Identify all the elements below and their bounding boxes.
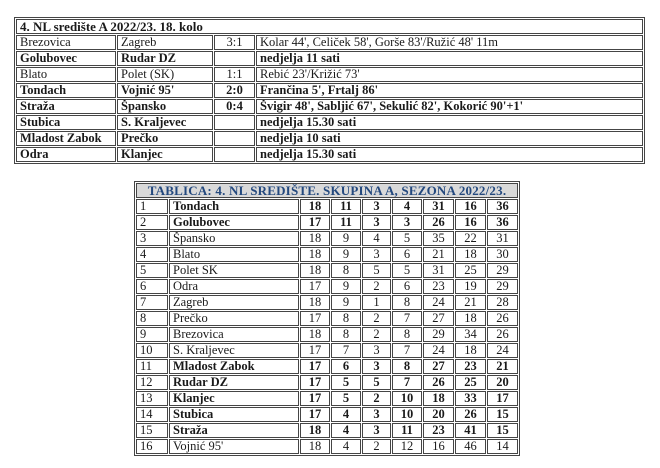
standings-row: [136, 215, 518, 230]
stat-cell: 18: [300, 423, 330, 438]
stat-cell: 18: [455, 247, 486, 262]
rank-cell: 5: [136, 263, 168, 278]
team-cell: Stubica: [169, 407, 299, 422]
stat-cell: 6: [392, 279, 422, 294]
stat-cell: 2: [362, 279, 391, 294]
team-cell: Brezovica: [169, 327, 299, 342]
away-team-cell: Klanjec: [117, 147, 213, 162]
stat-cell: 5: [331, 391, 361, 406]
rank-cell: 3: [136, 231, 168, 246]
stat-cell: 23: [455, 359, 486, 374]
stat-cell: 2: [362, 391, 391, 406]
team-cell: Zagreb: [169, 295, 299, 310]
team-cell: Vojnić 95': [169, 439, 299, 454]
fixtures-title-row: [16, 19, 643, 34]
rank-cell: 1: [136, 199, 168, 214]
stat-cell: 24: [487, 343, 518, 358]
team-cell: Prečko: [169, 311, 299, 326]
away-team-cell: Vojnić 95': [117, 83, 213, 98]
rank-cell: 6: [136, 279, 168, 294]
stat-cell: 25: [455, 263, 486, 278]
stat-cell: 20: [487, 375, 518, 390]
stat-cell: 35: [423, 231, 454, 246]
fixture-row: [16, 147, 643, 162]
stat-cell: 34: [455, 327, 486, 342]
standings-row: [136, 327, 518, 342]
stat-cell: 36: [487, 199, 518, 214]
stat-cell: 17: [300, 359, 330, 374]
stat-cell: 26: [423, 375, 454, 390]
stat-cell: 15: [487, 407, 518, 422]
score-cell: [214, 51, 255, 66]
score-cell: 1:1: [214, 67, 255, 82]
stat-cell: 26: [455, 407, 486, 422]
standings-row: [136, 247, 518, 262]
stat-cell: 17: [487, 391, 518, 406]
fixture-row: [16, 99, 643, 114]
stat-cell: 2: [362, 327, 391, 342]
rank-cell: 16: [136, 439, 168, 454]
stat-cell: 16: [423, 439, 454, 454]
standings-row: [136, 407, 518, 422]
stat-cell: 1: [362, 295, 391, 310]
stat-cell: 3: [362, 199, 391, 214]
stat-cell: 29: [487, 263, 518, 278]
standings-row: [136, 391, 518, 406]
stat-cell: 3: [362, 215, 391, 230]
stat-cell: 4: [392, 199, 422, 214]
stat-cell: 24: [423, 343, 454, 358]
stat-cell: 30: [487, 247, 518, 262]
team-cell: Odra: [169, 279, 299, 294]
team-cell: Golubovec: [169, 215, 299, 230]
away-team-cell: Zagreb: [117, 35, 213, 50]
stat-cell: 21: [423, 247, 454, 262]
stat-cell: 20: [423, 407, 454, 422]
stat-cell: 31: [487, 231, 518, 246]
stat-cell: 9: [331, 231, 361, 246]
score-cell: [214, 131, 255, 146]
rank-cell: 2: [136, 215, 168, 230]
stat-cell: 36: [487, 215, 518, 230]
standings-table: [134, 181, 520, 456]
stat-cell: 3: [362, 247, 391, 262]
home-team-cell: Golubovec: [16, 51, 116, 66]
match-info-cell: Frančina 5', Frtalj 86': [256, 83, 643, 98]
fixture-row: [16, 115, 643, 130]
fixtures-title: 4. NL središte A 2022/23. 18. kolo: [16, 19, 643, 34]
stat-cell: 9: [331, 295, 361, 310]
rank-cell: 11: [136, 359, 168, 374]
stat-cell: 25: [455, 375, 486, 390]
stat-cell: 5: [392, 263, 422, 278]
stat-cell: 27: [423, 311, 454, 326]
fixture-row: [16, 51, 643, 66]
stat-cell: 7: [392, 375, 422, 390]
stat-cell: 3: [362, 423, 391, 438]
match-info-cell: nedjelja 10 sati: [256, 131, 643, 146]
stat-cell: 15: [487, 423, 518, 438]
stat-cell: 29: [423, 327, 454, 342]
standings-row: [136, 359, 518, 374]
home-team-cell: Straža: [16, 99, 116, 114]
stat-cell: 17: [300, 407, 330, 422]
stat-cell: 8: [331, 263, 361, 278]
stat-cell: 31: [423, 263, 454, 278]
away-team-cell: Špansko: [117, 99, 213, 114]
standings-row: [136, 439, 518, 454]
stat-cell: 5: [392, 231, 422, 246]
team-cell: Polet SK: [169, 263, 299, 278]
stat-cell: 9: [331, 247, 361, 262]
stat-cell: 29: [487, 279, 518, 294]
stat-cell: 16: [455, 215, 486, 230]
stat-cell: 16: [455, 199, 486, 214]
away-team-cell: S. Kraljevec: [117, 115, 213, 130]
stat-cell: 5: [362, 263, 391, 278]
team-cell: Špansko: [169, 231, 299, 246]
stat-cell: 14: [487, 439, 518, 454]
match-info-cell: nedjelja 15.30 sati: [256, 147, 643, 162]
match-info-cell: Švigir 48', Sabljić 67', Sekulić 82', Kokorić 90'+1': [256, 99, 643, 114]
stat-cell: 24: [423, 295, 454, 310]
fixture-row: [16, 83, 643, 98]
home-team-cell: Blato: [16, 67, 116, 82]
rank-cell: 13: [136, 391, 168, 406]
stat-cell: 21: [487, 359, 518, 374]
stat-cell: 3: [362, 359, 391, 374]
fixture-row: [16, 67, 643, 82]
standings-title: TABLICA: 4. NL SREDIŠTE. SKUPINA A, SEZONA 2022/23.: [136, 183, 518, 198]
stat-cell: 4: [331, 407, 361, 422]
standings-row: [136, 231, 518, 246]
stat-cell: 17: [300, 311, 330, 326]
stat-cell: 26: [423, 215, 454, 230]
stat-cell: 17: [300, 375, 330, 390]
stat-cell: 2: [362, 439, 391, 454]
team-cell: Straža: [169, 423, 299, 438]
fixture-row: [16, 131, 643, 146]
stat-cell: 19: [455, 279, 486, 294]
stat-cell: 11: [331, 199, 361, 214]
standings-title-row: [136, 183, 518, 198]
rank-cell: 15: [136, 423, 168, 438]
score-cell: 3:1: [214, 35, 255, 50]
score-cell: [214, 147, 255, 162]
stat-cell: 18: [300, 327, 330, 342]
standings-table-body: [136, 183, 518, 454]
stat-cell: 33: [455, 391, 486, 406]
team-cell: Tondach: [169, 199, 299, 214]
stat-cell: 4: [331, 439, 361, 454]
stat-cell: 18: [300, 295, 330, 310]
stat-cell: 7: [331, 343, 361, 358]
standings-row: [136, 311, 518, 326]
stat-cell: 21: [455, 295, 486, 310]
stat-cell: 3: [362, 407, 391, 422]
stat-cell: 10: [392, 407, 422, 422]
stat-cell: 26: [487, 327, 518, 342]
stat-cell: 23: [423, 423, 454, 438]
home-team-cell: Stubica: [16, 115, 116, 130]
stat-cell: 18: [300, 231, 330, 246]
standings-row: [136, 423, 518, 438]
rank-cell: 7: [136, 295, 168, 310]
stat-cell: 11: [331, 215, 361, 230]
team-cell: Klanjec: [169, 391, 299, 406]
stat-cell: 4: [362, 231, 391, 246]
stat-cell: 3: [362, 343, 391, 358]
team-cell: Rudar DZ: [169, 375, 299, 390]
match-info-cell: Rebić 23'/Križić 73': [256, 67, 643, 82]
stat-cell: 5: [362, 375, 391, 390]
stat-cell: 18: [300, 263, 330, 278]
match-info-cell: Kolar 44', Celiček 58', Gorše 83'/Ružić 48' 11m: [256, 35, 643, 50]
stat-cell: 7: [392, 311, 422, 326]
score-cell: 0:4: [214, 99, 255, 114]
score-cell: [214, 115, 255, 130]
stat-cell: 27: [423, 359, 454, 374]
rank-cell: 4: [136, 247, 168, 262]
stat-cell: 10: [392, 391, 422, 406]
stat-cell: 18: [300, 199, 330, 214]
stat-cell: 11: [392, 423, 422, 438]
stat-cell: 6: [331, 359, 361, 374]
team-cell: Blato: [169, 247, 299, 262]
score-cell: 2:0: [214, 83, 255, 98]
standings-row: [136, 199, 518, 214]
stat-cell: 8: [392, 295, 422, 310]
stat-cell: 8: [331, 311, 361, 326]
stat-cell: 18: [300, 439, 330, 454]
stat-cell: 2: [362, 311, 391, 326]
fixture-row: [16, 35, 643, 50]
stat-cell: 18: [455, 343, 486, 358]
stat-cell: 17: [300, 391, 330, 406]
stat-cell: 41: [455, 423, 486, 438]
team-cell: S. Kraljevec: [169, 343, 299, 358]
stat-cell: 6: [392, 247, 422, 262]
stat-cell: 7: [392, 343, 422, 358]
rank-cell: 14: [136, 407, 168, 422]
standings-row: [136, 295, 518, 310]
stat-cell: 3: [392, 215, 422, 230]
fixtures-table-body: [16, 19, 643, 162]
stat-cell: 8: [392, 359, 422, 374]
fixtures-table: [14, 17, 645, 164]
away-team-cell: Rudar DZ: [117, 51, 213, 66]
rank-cell: 10: [136, 343, 168, 358]
rank-cell: 8: [136, 311, 168, 326]
home-team-cell: Mladost Zabok: [16, 131, 116, 146]
stat-cell: 4: [331, 423, 361, 438]
stat-cell: 17: [300, 343, 330, 358]
stat-cell: 26: [487, 311, 518, 326]
away-team-cell: Polet (SK): [117, 67, 213, 82]
away-team-cell: Prečko: [117, 131, 213, 146]
home-team-cell: Tondach: [16, 83, 116, 98]
stat-cell: 46: [455, 439, 486, 454]
rank-cell: 9: [136, 327, 168, 342]
stat-cell: 18: [300, 247, 330, 262]
stat-cell: 5: [331, 375, 361, 390]
home-team-cell: Odra: [16, 147, 116, 162]
stat-cell: 28: [487, 295, 518, 310]
match-info-cell: nedjelja 15.30 sati: [256, 115, 643, 130]
home-team-cell: Brezovica: [16, 35, 116, 50]
stat-cell: 18: [423, 391, 454, 406]
stat-cell: 9: [331, 279, 361, 294]
standings-row: [136, 375, 518, 390]
stat-cell: 22: [455, 231, 486, 246]
stat-cell: 17: [300, 279, 330, 294]
stat-cell: 8: [331, 327, 361, 342]
match-info-cell: nedjelja 11 sati: [256, 51, 643, 66]
stat-cell: 31: [423, 199, 454, 214]
rank-cell: 12: [136, 375, 168, 390]
stat-cell: 17: [300, 215, 330, 230]
stat-cell: 23: [423, 279, 454, 294]
standings-row: [136, 279, 518, 294]
standings-row: [136, 343, 518, 358]
stat-cell: 8: [392, 327, 422, 342]
team-cell: Mladost Zabok: [169, 359, 299, 374]
stat-cell: 12: [392, 439, 422, 454]
standings-row: [136, 263, 518, 278]
stat-cell: 18: [455, 311, 486, 326]
